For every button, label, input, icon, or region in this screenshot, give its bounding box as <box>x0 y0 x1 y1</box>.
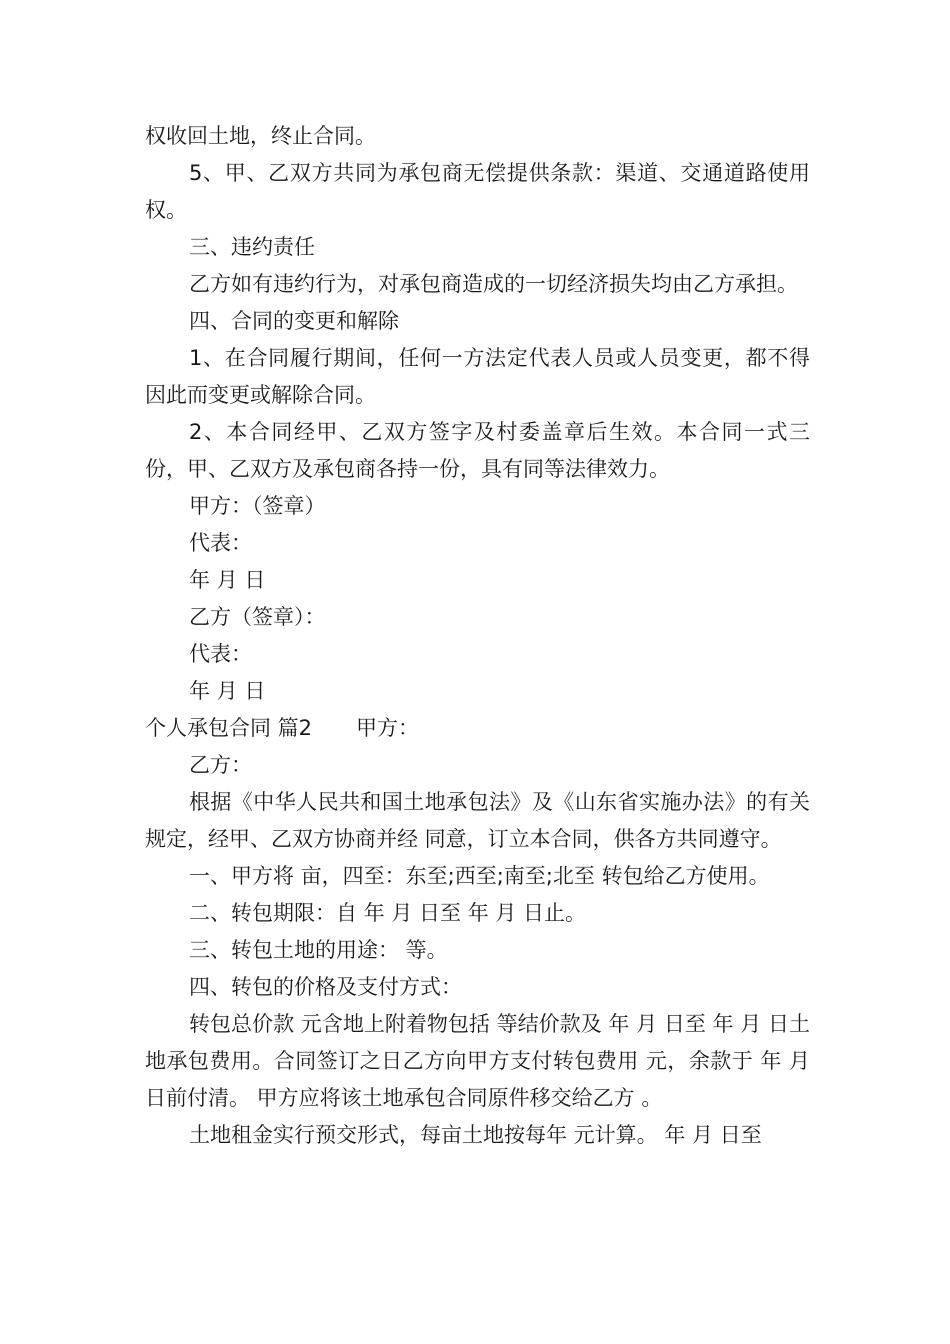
party-a-label: 甲方： <box>356 716 420 740</box>
section-title: 个人承包合同 篇2 <box>145 716 313 740</box>
document-body <box>145 118 810 1154</box>
section-title-line <box>145 710 810 747</box>
signature-representative: 代表： <box>189 531 252 555</box>
section-heading: 四、合同的变更和解除 <box>189 309 399 333</box>
paragraph: 5、甲、乙双方共同为承包商无偿提供条款：渠道、交通道路使用权。 <box>145 161 810 222</box>
paragraph: 权收回土地，终止合同。 <box>145 124 376 148</box>
signature-party-b: 乙方（签章）： <box>189 605 326 629</box>
paragraph: 土地租金实行预交形式，每亩土地按每年 元计算。 年 月 日至 <box>189 1123 762 1147</box>
section-heading: 三、违约责任 <box>189 235 315 259</box>
clause: 一、甲方将 亩，四至：东至;西至;南至;北至 转包给乙方使用。 <box>189 864 770 888</box>
clause: 三、转包土地的用途： 等。 <box>189 938 448 962</box>
signature-date: 年 月 日 <box>189 679 266 703</box>
party-b-label: 乙方： <box>189 753 252 777</box>
paragraph: 转包总价款 元含地上附着物包括 等结价款及 年 月 日至 年 月 日土地承包费用。合同签订之日乙方向甲方支付转包费用 元，余款于 年 月 日前付清。 甲方应将该土地承包合同原件移交给乙方 。 <box>145 1012 810 1110</box>
signature-party-a: 甲方：（签章） <box>189 494 326 518</box>
signature-representative: 代表： <box>189 642 252 666</box>
paragraph: 根据《中华人民共和国土地承包法》及《山东省实施办法》的有关规定，经甲、乙双方协商并经 同意，订立本合同，供各方共同遵守。 <box>145 790 810 851</box>
signature-date: 年 月 日 <box>189 568 266 592</box>
clause: 四、转包的价格及支付方式： <box>189 975 462 999</box>
paragraph: 乙方如有违约行为，对承包商造成的一切经济损失均由乙方承担。 <box>189 272 798 296</box>
paragraph: 2、本合同经甲、乙双方签字及村委盖章后生效。本合同一式三份，甲、乙双方及承包商各持一份，具有同等法律效力。 <box>145 420 810 481</box>
paragraph: 1、在合同履行期间，任何一方法定代表人员或人员变更，都不得因此而变更或解除合同。 <box>145 346 810 407</box>
clause: 二、转包期限：自 年 月 日至 年 月 日止。 <box>189 901 587 925</box>
